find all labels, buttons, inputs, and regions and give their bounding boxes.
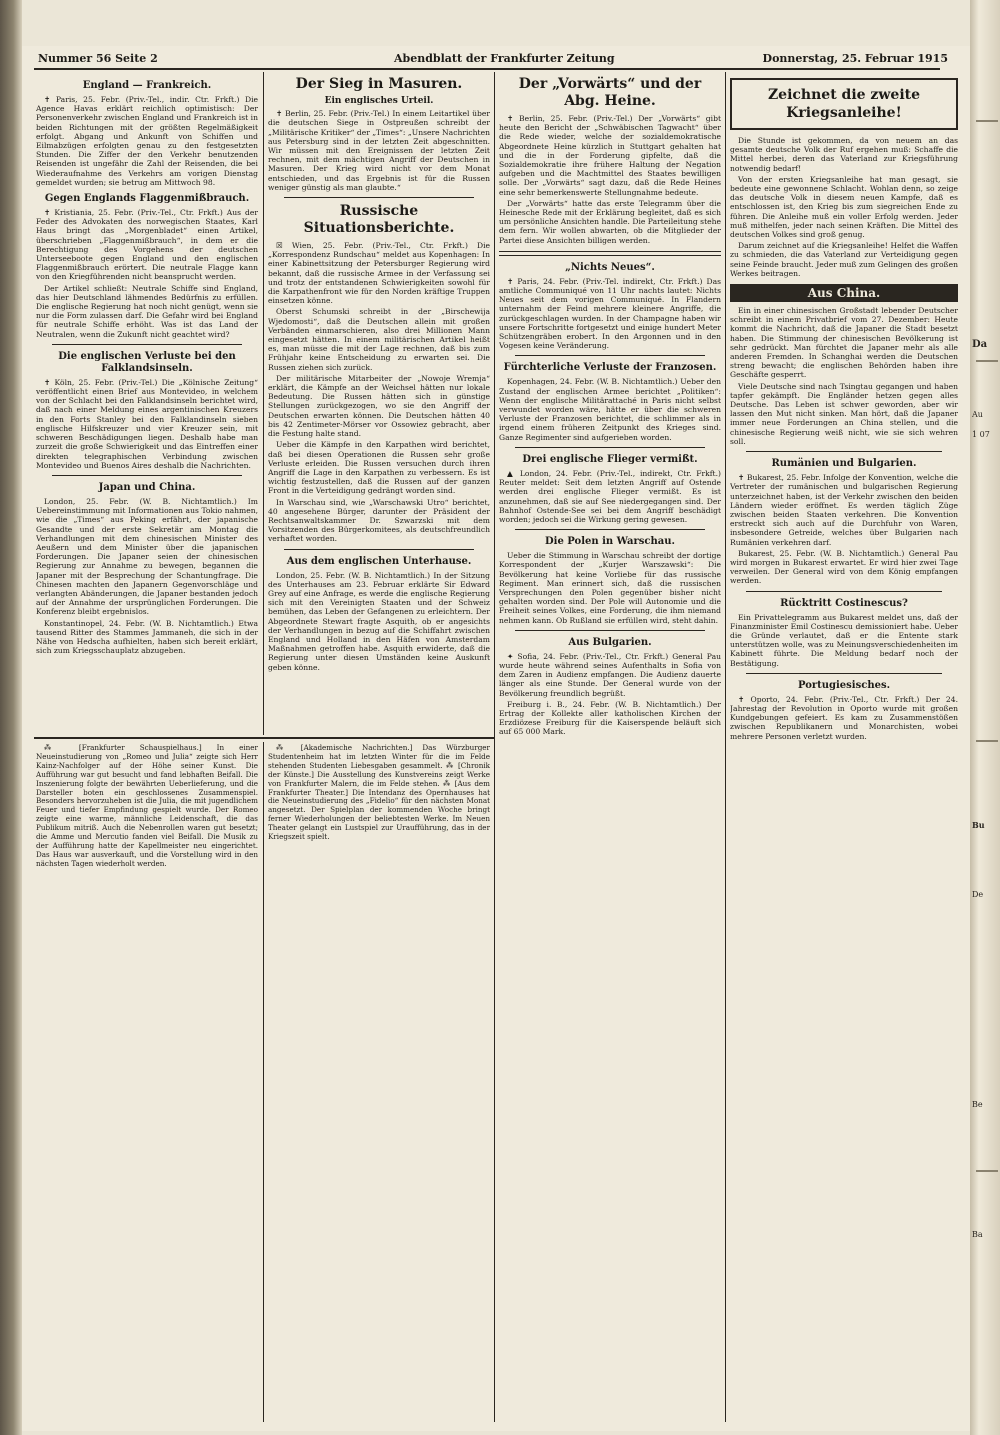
column-1 [36,74,258,734]
headline-russ: Russische Situationsberichte. [303,203,455,237]
column-rule [725,72,726,1422]
headline-flag: Gegen Englands Flaggenmißbrauch. [44,193,250,205]
headline-vorwaerts: Der „Vorwärts“ und der Abg. Heine. [518,76,702,109]
article-russ-5: In Warschau sind, wie „Warschawski Utro“ berichtet, 40 angesehene Bürger, darunter der Präsident der Rechtsanwaltskammer Dr. Szwarzski mit dem Vorsitzenden des Bürgerkomitees, als deutschfreundlich verhaftet worden. [268,497,490,544]
article-russ-3: Der militärische Mitarbeiter der „Nowoje Wremja“ erklärt, die Kämpfe an der Weichsel hätten nur lokale Bedeutung. Die Russen hätten sich in günstige Stellungen zurückgezogen, wo sie den Angriff der Deutschen erwarten können. Die Deutschen hätten 40 bis 42 Zentimeter-Mörser vor Ossowiez gebracht, aber die Festung halte stand. [268,373,490,439]
feuilleton-theater: ⁂ [Frankfurter Schauspielhaus.] In einer Neueinstudierung von „Romeo und Julia“ zeigte sich Herr Kainz-Nachfolger auf der Höhe seiner Kunst. Die Aufführung war gut besucht und fand lebhaften Beifall. Die Inszenierung folgte der bewährten Ueberlieferung, und die Darsteller boten ein geschlossenes Zusammenspiel. Besonders hervorzuheben ist die Julia, die mit jugendlichem Feuer und tiefer Empfindung gespielt wurde. Der Romeo zeigte eine warme, männliche Leidenschaft, die das Publikum mitriß. Auch die Nebenrollen waren gut besetzt; die Amme und Mercutio fanden viel Beifall. Die Musik zu der Aufführung hatte der Kapellmeister neu eingerichtet. Das Haus war ausverkauft, und die Vorstellung wird in den nächsten Tagen wiederholt werden. [36,744,258,868]
feuilleton-rule [34,737,494,739]
headline-flieger: Drei englische Flieger vermißt. [522,453,698,465]
separator [284,549,474,550]
separator [515,355,705,356]
headline-england: England — Frankreich. [82,80,212,91]
article-vorwaerts-1: ✝ Berlin, 25. Febr. (Priv.-Tel.) Der „Vorwärts“ gibt heute den Bericht der „Schwäbischen Tagwacht“ über die Rede wieder, welche der sozialdemokratische Abgeordnete Heine kürzlich in Stuttgart gehalten hat und die in der Forderung gipfelte, daß die Sozialdemokratie ihre frühere Haltung der Negation aufgeben und die Machtmittel des Staates bewilligen solle. Der „Vorwärts“ sagt dazu, daß die Rede Heines eine sehr bemerkenswerte Stellungnahme bedeute. [499,114,721,197]
headline-rumaenien: Rumänien und Bulgarien. [771,458,917,470]
facing-fragment: De [972,890,984,899]
feuilleton-left [36,744,258,1422]
article-china-2: Viele Deutsche sind nach Tsingtau gegangen und haben tapfer gekämpft. Die Engländer hetzen gegen alles Deutsche. Das Leben ist schwer geworden, aber wir lassen den Mut nicht sinken. Man hört, daß die Japaner immer neue Forderungen an China stellen, und die chinesische Regierung weiß nicht, wie sie sich wehren soll. [730,381,958,446]
facing-fragment: Da [972,339,988,350]
column-3 [499,74,721,1422]
article-china-1: Ein in einer chinesischen Großstadt lebender Deutscher schreibt in einem Privatbrief vom 27. Dezember: Heute kommt die Nachricht, daß die Japaner die Stadt besetzt haben. Die Stimmung der chinesischen Bevölkerung ist sehr gedrückt. Man fürchtet die Japaner mehr als alle anderen Fremden. In Schanghai werden die Deutschen streng bewacht; die englischen Behörden haben ihre Geschäfte gesperrt. [730,306,958,380]
article-freiburg: Freiburg i. B., 24. Febr. (W. B. Nichtamtlich.) Der Ertrag der Kollekte aller katholischen Kirchen der Erzdiözese Freiburg für die Kaiserspende beläuft sich auf 65 000 Mark. [499,699,721,737]
separator [52,344,242,345]
article-flag-cont: Der Artikel schließt: Neutrale Schiffe sind England, das hier Deutschland lähmendes Bedürfnis zu erfüllen. Die englische Regierung hat noch nicht genügt, wenn sie nur die Form zulassen darf. Die Gefahr wird bei England für neutrale Schiffe erhöht. Was ist das Land der Neutralen, wenn die Zukunft nicht geachtet wird? [36,283,258,339]
facing-fragment: Be [972,1100,983,1109]
separator [515,529,705,530]
separator [499,251,721,256]
issue-date: Donnerstag, 25. Februar 1915 [762,52,948,65]
article-england: ✝ Paris, 25. Febr. (Priv.-Tel., indir. Ctr. Frkft.) Die Agence Havas erklärt reichlich optimistisch: Der Personenverkehr zwischen England und Frankreich ist in beiden Richtungen mit der größten Regelmäßigkeit erfolgt. Abgang und Ankunft von Schiffen und Eilmabzügen erfolgten genau zu den festgesetzten Stunden. Die Ziffer der den Verkehr benutzenden Reisenden ist ungefähr die Zahl der Reisenden, die bei Wiederaufnahme des Verkehrs am vorigen Dienstag gemeldet wurden; sie betrug am Mittwoch 98. [36,95,258,187]
headline-nichts-neues: „Nichts Neues“. [565,261,655,273]
feuilleton-right [268,744,490,1422]
article-unterhaus: London, 25. Febr. (W. B. Nichtamtlich.) In der Sitzung des Unterhauses am 23. Februar erklärte Sir Edward Grey auf eine Anfrage, es werde die englische Regierung sich mit den Vereinigten Staaten und der Schweiz bemühen, das Leben der Gefangenen zu erleichtern. Der Abgeordnete Stewart fragte Asquith, ob er angesichts der Verhandlungen in bezug auf die Schiffahrt zwischen England und Holland in den Häfen von Amsterdam Maßnahmen getroffen habe. Asquith erwiderte, daß die Regierung unter diesen Umständen keine Auskunft geben könne. [268,570,490,672]
appeal-paragraph-2: Von der ersten Kriegsanleihe hat man gesagt, sie bedeute eine gewonnene Schlacht. Wohlan denn, so zeige das deutsche Volk in diesem neuen Kampfe, daß es entschlossen ist, den Krieg bis zum siegreichen Ende zu führen. Die Anleihe muß ein voller Erfolg werden. Jeder muß mithelfen, jeder nach seinen Kräften. Die Mittel des deutschen Volkes sind groß genug. [730,174,958,240]
headline-falkland: Die englischen Verluste bei den Falklandsinseln. [58,350,236,374]
section-banner-china: Aus China. [730,284,958,302]
headline-costinescu: Rücktritt Costinescus? [780,597,908,609]
header-rule [34,68,940,70]
article-rumaenien: ✝ Bukarest, 25. Febr. Infolge der Konvention, welche die Vertreter der rumänischen und bulgarischen Regierung unterzeichnet haben, ist der Verkehr zwischen den beiden Ländern wieder eröffnet. Es werden täglich Züge zwischen beiden Staaten verkehren. Die Konvention erstreckt sich auch auf die Durchfuhr von Waren, insbesondere Getreide, welches über Bulgarien nach Rumänien verkehren darf. [730,473,958,547]
headline-franzosen: Fürchterliche Verluste der Franzosen. [503,362,717,374]
article-falkland: ✝ Köln, 25. Febr. (Priv.-Tel.) Die „Kölnische Zeitung“ veröffentlicht einen Brief aus Montevideo, in welchem von der Schlacht bei den Falklandsinseln berichtet wird, daß nach einer Meldung eines argentinischen Kreuzers in den Forts Stanley bei den Falklandinseln sieben englische Hilfskreuzer und vier Kreuzer sein, mit schweren Beschädigungen liegen. Deshalb habe man zurzeit die große Schwierigkeit und das Eintreffen einer direkten telegraphischen Verbindung zwischen Montevideo und Buenos Aires deshalb die Nachrichten. [36,377,258,470]
book-binding [0,0,22,1435]
newspaper-title: Abendblatt der Frankfurter Zeitung [394,52,615,65]
article-japan: London, 25. Febr. (W. B. Nichtamtlich.) Im Uebereinstimmung mit Informationen aus Tokio nahmen, wie die „Times“ aus Peking erfährt, der japanische Gesandte und der erste Sekretär am Montag die Verhandlungen mit dem chinesischen Minister des Aeußern und dem Minister über die japanischen Forderungen. Die Japaner seien der chinesischen Regierung zur Annahme zu bewegen, begannen die Japaner mit der Besprechung der Schantungfrage. Die Chinesen machten den Japanern Gegenvorschläge und verlangten Abänderungen, die Japaner bestanden jedoch auf der Annahme der ursprünglichen Forderungen. Die Konferenz bleibt ergebnislos. [36,496,258,617]
column-rule [263,72,264,735]
headline-bulgarien: Aus Bulgarien. [568,636,652,648]
article-sieg: ✝ Berlin, 25. Febr. (Priv.-Tel.) In einem Leitartikel über die deutschen Siege in Ostpreußen schreibt der „Militärische Kritiker“ der „Times“: „Unsere Nachrichten aus Petersburg sind in der letzten Zeit abgeschnitten. Wir müssen mit den Ereignissen der letzten Zeit rechnen, mit dem mächtigen Angriff der Deutschen in Masuren. Der Krieg wird nicht vor dem Monat entschieden, und das Ergebnis ist für die Russen weniger günstig als man glaubte.“ [268,109,490,192]
separator [515,447,705,448]
facing-fragment: Bu [972,820,985,830]
headline-japan: Japan und China. [98,481,196,493]
column-2 [268,74,490,734]
article-polen: Ueber die Stimmung in Warschau schreibt der dortige Korrespondent der „Kurjer Warszawski“: Die Bevölkerung hat keine Vorliebe für das russische Regiment. Man erinnert sich, daß die russischen Versprechungen den Polen gegenüber bisher nicht gehalten worden sind. Der Pole will Autonomie und die Freiheit seines Volkes, eine Forderung, die ihm niemand nehmen kann. Ob Rußland sie erfüllen wird, steht dahin. [499,551,721,625]
column-4 [730,74,958,1422]
article-bulgarien-1: ✦ Sofia, 24. Febr. (Priv.-Tel., Ctr. Frkft.) General Pau wurde heute während seines Aufenthalts in Sofia von dem Zaren in Audienz empfangen. Die Audienz dauerte länger als eine Stunde. Der General wurde von der Bevölkerung freundlich begrüßt. [499,651,721,698]
facing-fragment: Ba [972,1230,983,1239]
facing-fragment: 1 07 [972,430,990,439]
headline-portugal: Portugiesisches. [797,679,891,691]
article-rumaenien-2: Bukarest, 25. Febr. (W. B. Nichtamtlich.) General Pau wird morgen in Bukarest erwartet. Er wird hier zwei Tage verweilen. Der General wird von dem König empfangen werden. [730,548,958,586]
facing-page-fragments [972,90,998,1240]
article-costinescu: Ein Privattelegramm aus Bukarest meldet uns, daß der Finanzminister Emil Costinescu demissioniert habe. Ueber die Gründe verlautet, daß er die Entente stark unterstützen wolle, was zu Meinungsverschiedenheiten im Kabinett führte. Die Meldung bedarf noch der Bestätigung. [730,612,958,668]
page-number: Nummer 56 Seite 2 [38,52,158,65]
headline-sieg: Der Sieg in Masuren. [295,76,463,92]
article-portugal: ✝ Oporto, 24. Febr. (Priv.-Tel., Ctr. Frkft.) Der 24. Jahrestag der Revolution in Oporto wurde mit großen Kundgebungen gefeiert. Es kam zu Zusammenstößen zwischen Republikanern und Monarchisten, wobei mehrere Personen verletzt wurden. [730,694,958,741]
article-flieger: ▲ London, 24. Febr. (Priv.-Tel., indirekt, Ctr. Frkft.) Reuter meldet: Seit dem letzten Angriff auf Ostende werden drei englische Flieger vermißt. Es ist anzunehmen, daß sie auf See niedergegangen sind. Der Bahnhof Ostende-See sei bei dem Angriff beschädigt worden; jedoch sei die Wirkung gering gewesen. [499,468,721,524]
separator [746,451,942,452]
separator [515,630,705,631]
column-rule [263,742,264,1422]
article-franzosen: Kopenhagen, 24. Febr. (W. B. Nichtamtlich.) Ueber den Zustand der englischen Armee berichtet „Politiken“: Wenn der englische Militärattaché in Paris nicht selbst verwundet worden wäre, hätte er über die schweren Verluste der Franzosen berichtet, die schlimmer als in irgend einem früheren Zeitpunkt des Krieges sind. Ganze Regimenter sind aufgerieben worden. [499,377,721,442]
headline-unterhaus: Aus dem englischen Unterhause. [286,555,472,567]
facing-fragment: Au [972,410,983,419]
separator [284,197,474,198]
war-loan-appeal-title: Zeichnet die zweite Kriegsanleihe! [730,78,958,130]
headline-polen: Die Polen in Warschau. [544,536,676,548]
separator [746,673,942,674]
article-russ-2: Oberst Schumski schreibt in der „Birschewija Wjedomosti“, daß die Deutschen allein mit großen Verbänden einmarschieren, also drei Millionen Mann eingesetzt hätten. In einem militärischen Artikel heißt es, man müsse die mit der Lage rechnen, daß bis zum Frühjahr keine Entscheidung zu erwarten sei. Die Russen ziehen sich zurück. [268,307,490,372]
page-header [22,48,970,66]
top-margin [22,0,970,46]
article-flag: ✝ Kristiania, 25. Febr. (Priv.-Tel., Ctr. Frkft.) Aus der Feder des Advokaten des norwegischen Staates, Karl Haus bringt das „Morgenbladet“ einen Artikel, überschrieben „Flaggenmißbrauch“, in dem er die Berechtigung des Vorgehens der deutschen Unterseeboote gegen England und den englischen Flaggenmißbrauch erörtert. Die neutrale Flagge kann von den Kriegführenden nicht beansprucht werden. [36,208,258,282]
article-russ-1: ☒ Wien, 25. Febr. (Priv.-Tel., Ctr. Frkft.) Die „Korrespondenz Rundschau“ meldet aus Kopenhagen: In einer Kabinettsitzung der Petersburger Regierung wird bekannt, daß die russische Armee in der Verfassung sei und trotz der entstandenen Schwierigkeiten sowohl für die Karpathenfront wie für den Norden kräftige Truppen einsetzen könne. [268,241,490,306]
article-vorwaerts-2: Der „Vorwärts“ hatte das erste Telegramm über die Heinesche Rede mit der Erklärung begleitet, daß es sich um persönliche Ansichten handle. Die Parteileitung stehe dem fern. Wir wollen abwarten, ob die Mitglieder der Partei diese Ansichten billigen werden. [499,198,721,245]
appeal-paragraph-1: Die Stunde ist gekommen, da von neuem an das gesamte deutsche Volk der Ruf ergehen muß: Schaffe die Mittel herbei, deren das Vaterland zur Kriegsführung notwendig bedarf! [730,136,958,173]
subheadline-sieg: Ein englisches Urteil. [324,96,434,106]
article-konstantinopel: Konstantinopel, 24. Febr. (W. B. Nichtamtlich.) Etwa tausend Ritter des Stammes Jammaneh, die sich in der Nähe von Hedscha aufhielten, haben sich bereit erklärt, sich zum Kriegsschauplatz abzugeben. [36,618,258,656]
feuilleton-notes: ⁂ [Akademische Nachrichten.] Das Würzburger Studentenheim hat im letzten Winter für die im Felde stehenden Studenten Liebesgaben gesammelt. ⁂ [Chronik der Künste.] Die Ausstellung des Kunstvereins zeigt Werke von Frankfurter Malern, die im Felde stehen. ⁂ [Aus dem Frankfurter Theater.] Die Intendanz des Opernhauses hat die Neueinstudierung des „Fidelio“ für den nächsten Monat angesetzt. Der Spielplan der kommenden Woche bringt ferner Wiederholungen der beliebtesten Werke. Im Neuen Theater gelangt ein Lustspiel zur Uraufführung, das in der Kriegszeit spielt. [268,744,490,842]
article-russ-4: Ueber die Kämpfe in den Karpathen wird berichtet, daß bei diesen Operationen die Russen sehr große Verluste erleiden. Die Russen versuchen durch ihren Angriff die Lage in den Karpathen zu verbessern. Es ist wichtig festzustellen, daß die Russen auf der ganzen Front in die Verteidigung gedrängt worden sind. [268,440,490,496]
appeal-paragraph-3: Darum zeichnet auf die Kriegsanleihe! Helfet die Waffen zu schmieden, die das Vaterland zur Verteidigung gegen seine Feinde braucht. Jeder muß zum Gelingen des großen Werkes beitragen. [730,241,958,278]
separator [52,475,242,476]
separator [746,591,942,592]
article-nichts-neues: ✝ Paris, 24. Febr. (Priv.-Tel. indirekt, Ctr. Frkft.) Das amtliche Communiqué von 11 Uhr nachts lautet: Nichts Neues seit dem vorigen Communiqué. In Flandern unternahm der Feind mehrere kleinere Angriffe, die zurückgeschlagen wurden. In der Champagne haben wir unsere Fortschritte fortgesetzt und einige hundert Meter Schützengräben erobert. In den Argonnen und in den Vogesen keine Veränderung. [499,276,721,351]
column-rule [494,72,495,1422]
